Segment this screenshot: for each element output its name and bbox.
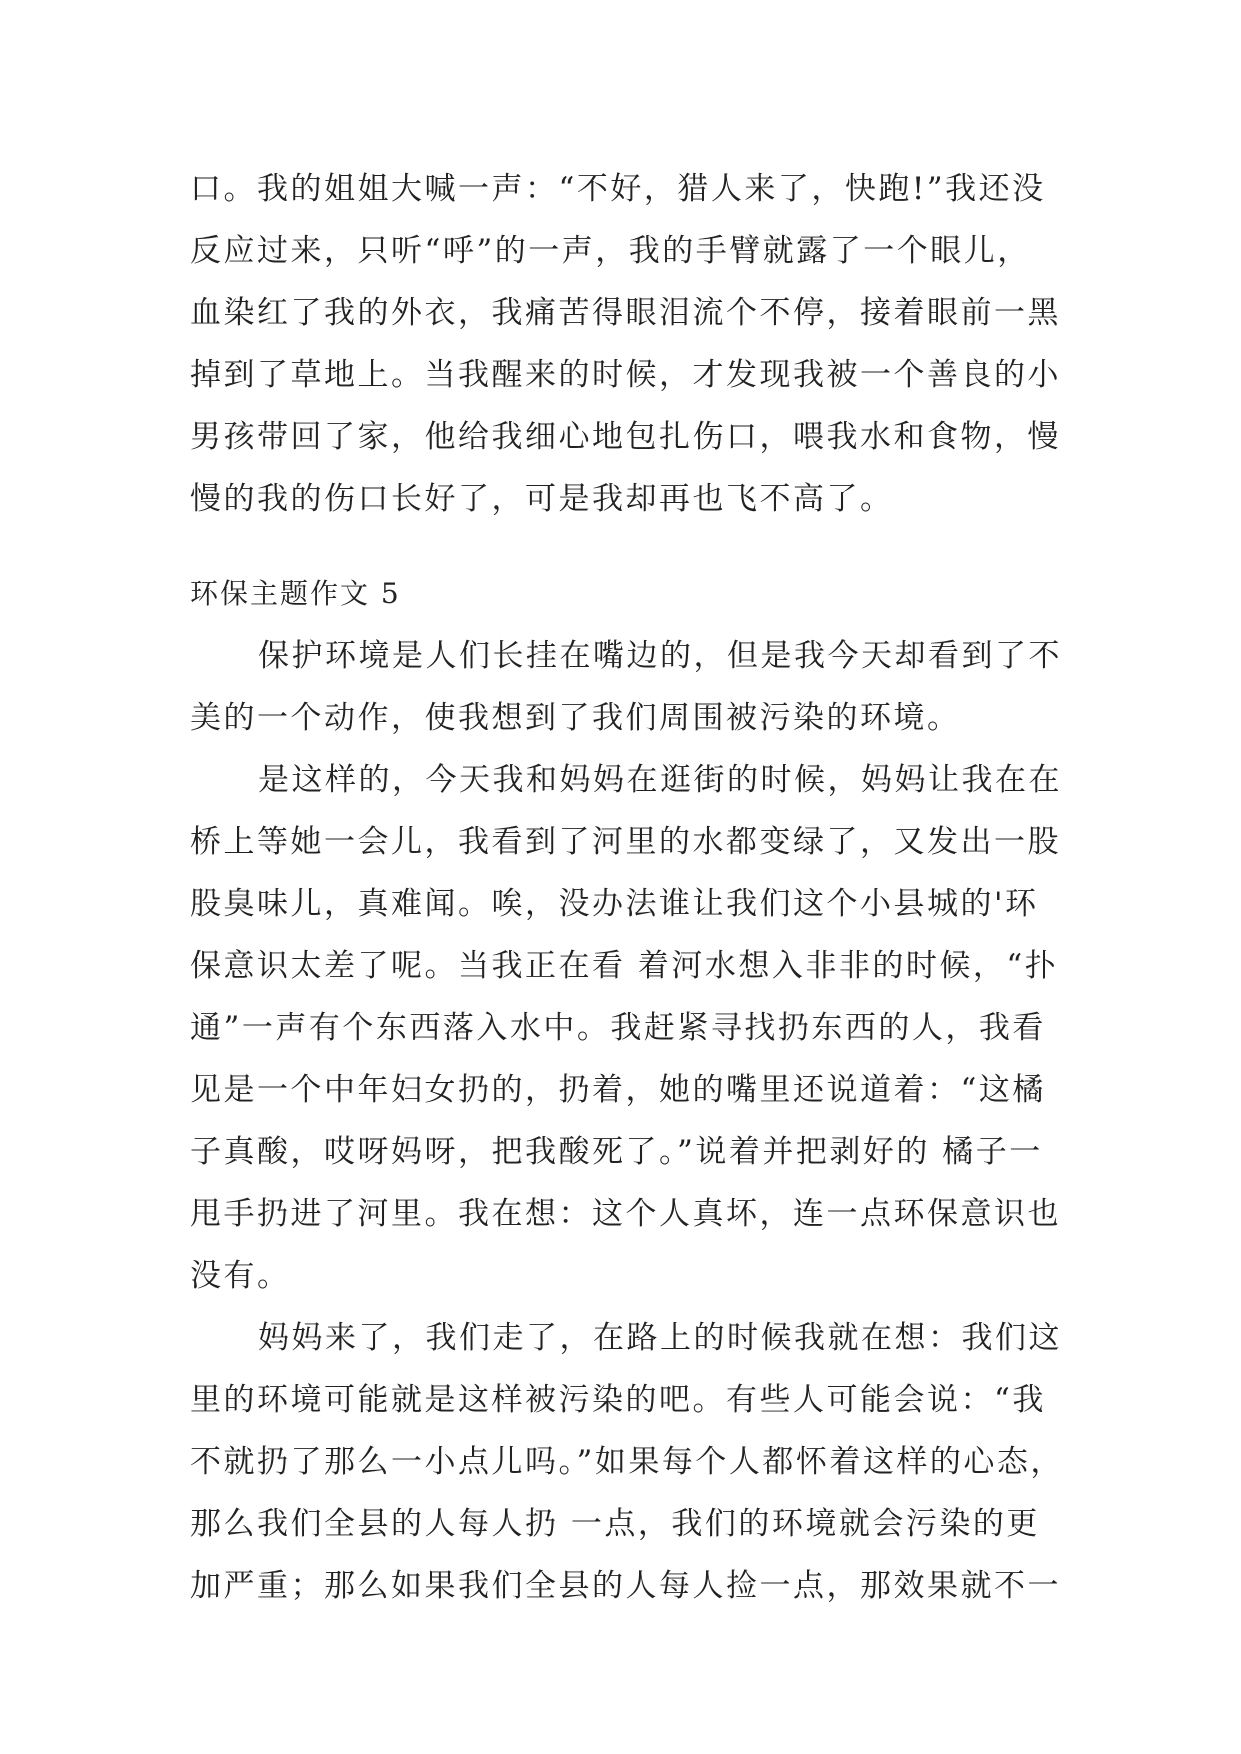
text-line: 慢的我的伤口长好了，可是我却再也飞不高了。 — [190, 481, 894, 517]
text-line: 见是一个中年妇女扔的，扔着，她的嘴里还说道着：“这橘 — [190, 1072, 1046, 1108]
text-line: 里的环境可能就是这样被污染的吧。有些人可能会说：“我 — [190, 1382, 1046, 1418]
text-line: 妈妈来了，我们走了，在路上的时候我就在想：我们这 — [258, 1320, 1062, 1356]
text-line: 通”一声有个东西落入水中。我赶紧寻找扔东西的人，我看 — [190, 1010, 1046, 1046]
text-line: 保意识太差了呢。当我正在看 着河水想入非非的时候，“扑 — [190, 948, 1059, 984]
text-line: 甩手扔进了河里。我在想：这个人真坏，连一点环保意识也 — [190, 1196, 1061, 1232]
text-line: 反应过来，只听“呼”的一声，我的手臂就露了一个眼儿， — [190, 233, 1031, 269]
essay-paragraph-1 — [190, 625, 1070, 749]
text-line: 没有。 — [190, 1258, 291, 1294]
essay-heading: 环保主题作文 5 — [190, 577, 401, 610]
text-line: 保护环境是人们长挂在嘴边的，但是我今天却看到了不 — [258, 638, 1062, 674]
text-line: 掉到了草地上。当我醒来的时候，才发现我被一个善良的小 — [190, 357, 1061, 393]
text-line: 不就扔了那么一小点儿吗。”如果每个人都怀着这样的心态， — [190, 1444, 1064, 1480]
essay-heading-block — [190, 563, 1070, 625]
text-line: 加严重；那么如果我们全县的人每人捡一点，那效果就不一 — [190, 1568, 1061, 1604]
text-line: 是这样的，今天我和妈妈在逛街的时候，妈妈让我在在 — [258, 762, 1062, 798]
text-line: 口。我的姐姐大喊一声：“不好，猎人来了，快跑!”我还没 — [190, 171, 1046, 207]
text-line: 股臭味儿，真难闻。唉，没办法谁让我们这个小县城的'环 — [190, 886, 1039, 922]
text-line: 桥上等她一会儿，我看到了河里的水都变绿了，又发出一股 — [190, 824, 1061, 860]
essay-paragraph-2 — [190, 749, 1070, 1307]
text-line: 子真酸，哎呀妈呀，把我酸死了。”说着并把剥好的 橘子一 — [190, 1134, 1043, 1170]
text-line: 美的一个动作，使我想到了我们周围被污染的环境。 — [190, 700, 961, 736]
text-line: 血染红了我的外衣，我痛苦得眼泪流个不停，接着眼前一黑 — [190, 295, 1061, 331]
text-line: 男孩带回了家，他给我细心地包扎伤口，喂我水和食物，慢 — [190, 419, 1061, 455]
essay-paragraph-3 — [190, 1307, 1070, 1617]
text-line: 那么我们全县的人每人扔 一点，我们的环境就会污染的更 — [190, 1506, 1040, 1542]
essay-body — [190, 625, 1070, 1617]
story-paragraph — [190, 158, 1070, 530]
